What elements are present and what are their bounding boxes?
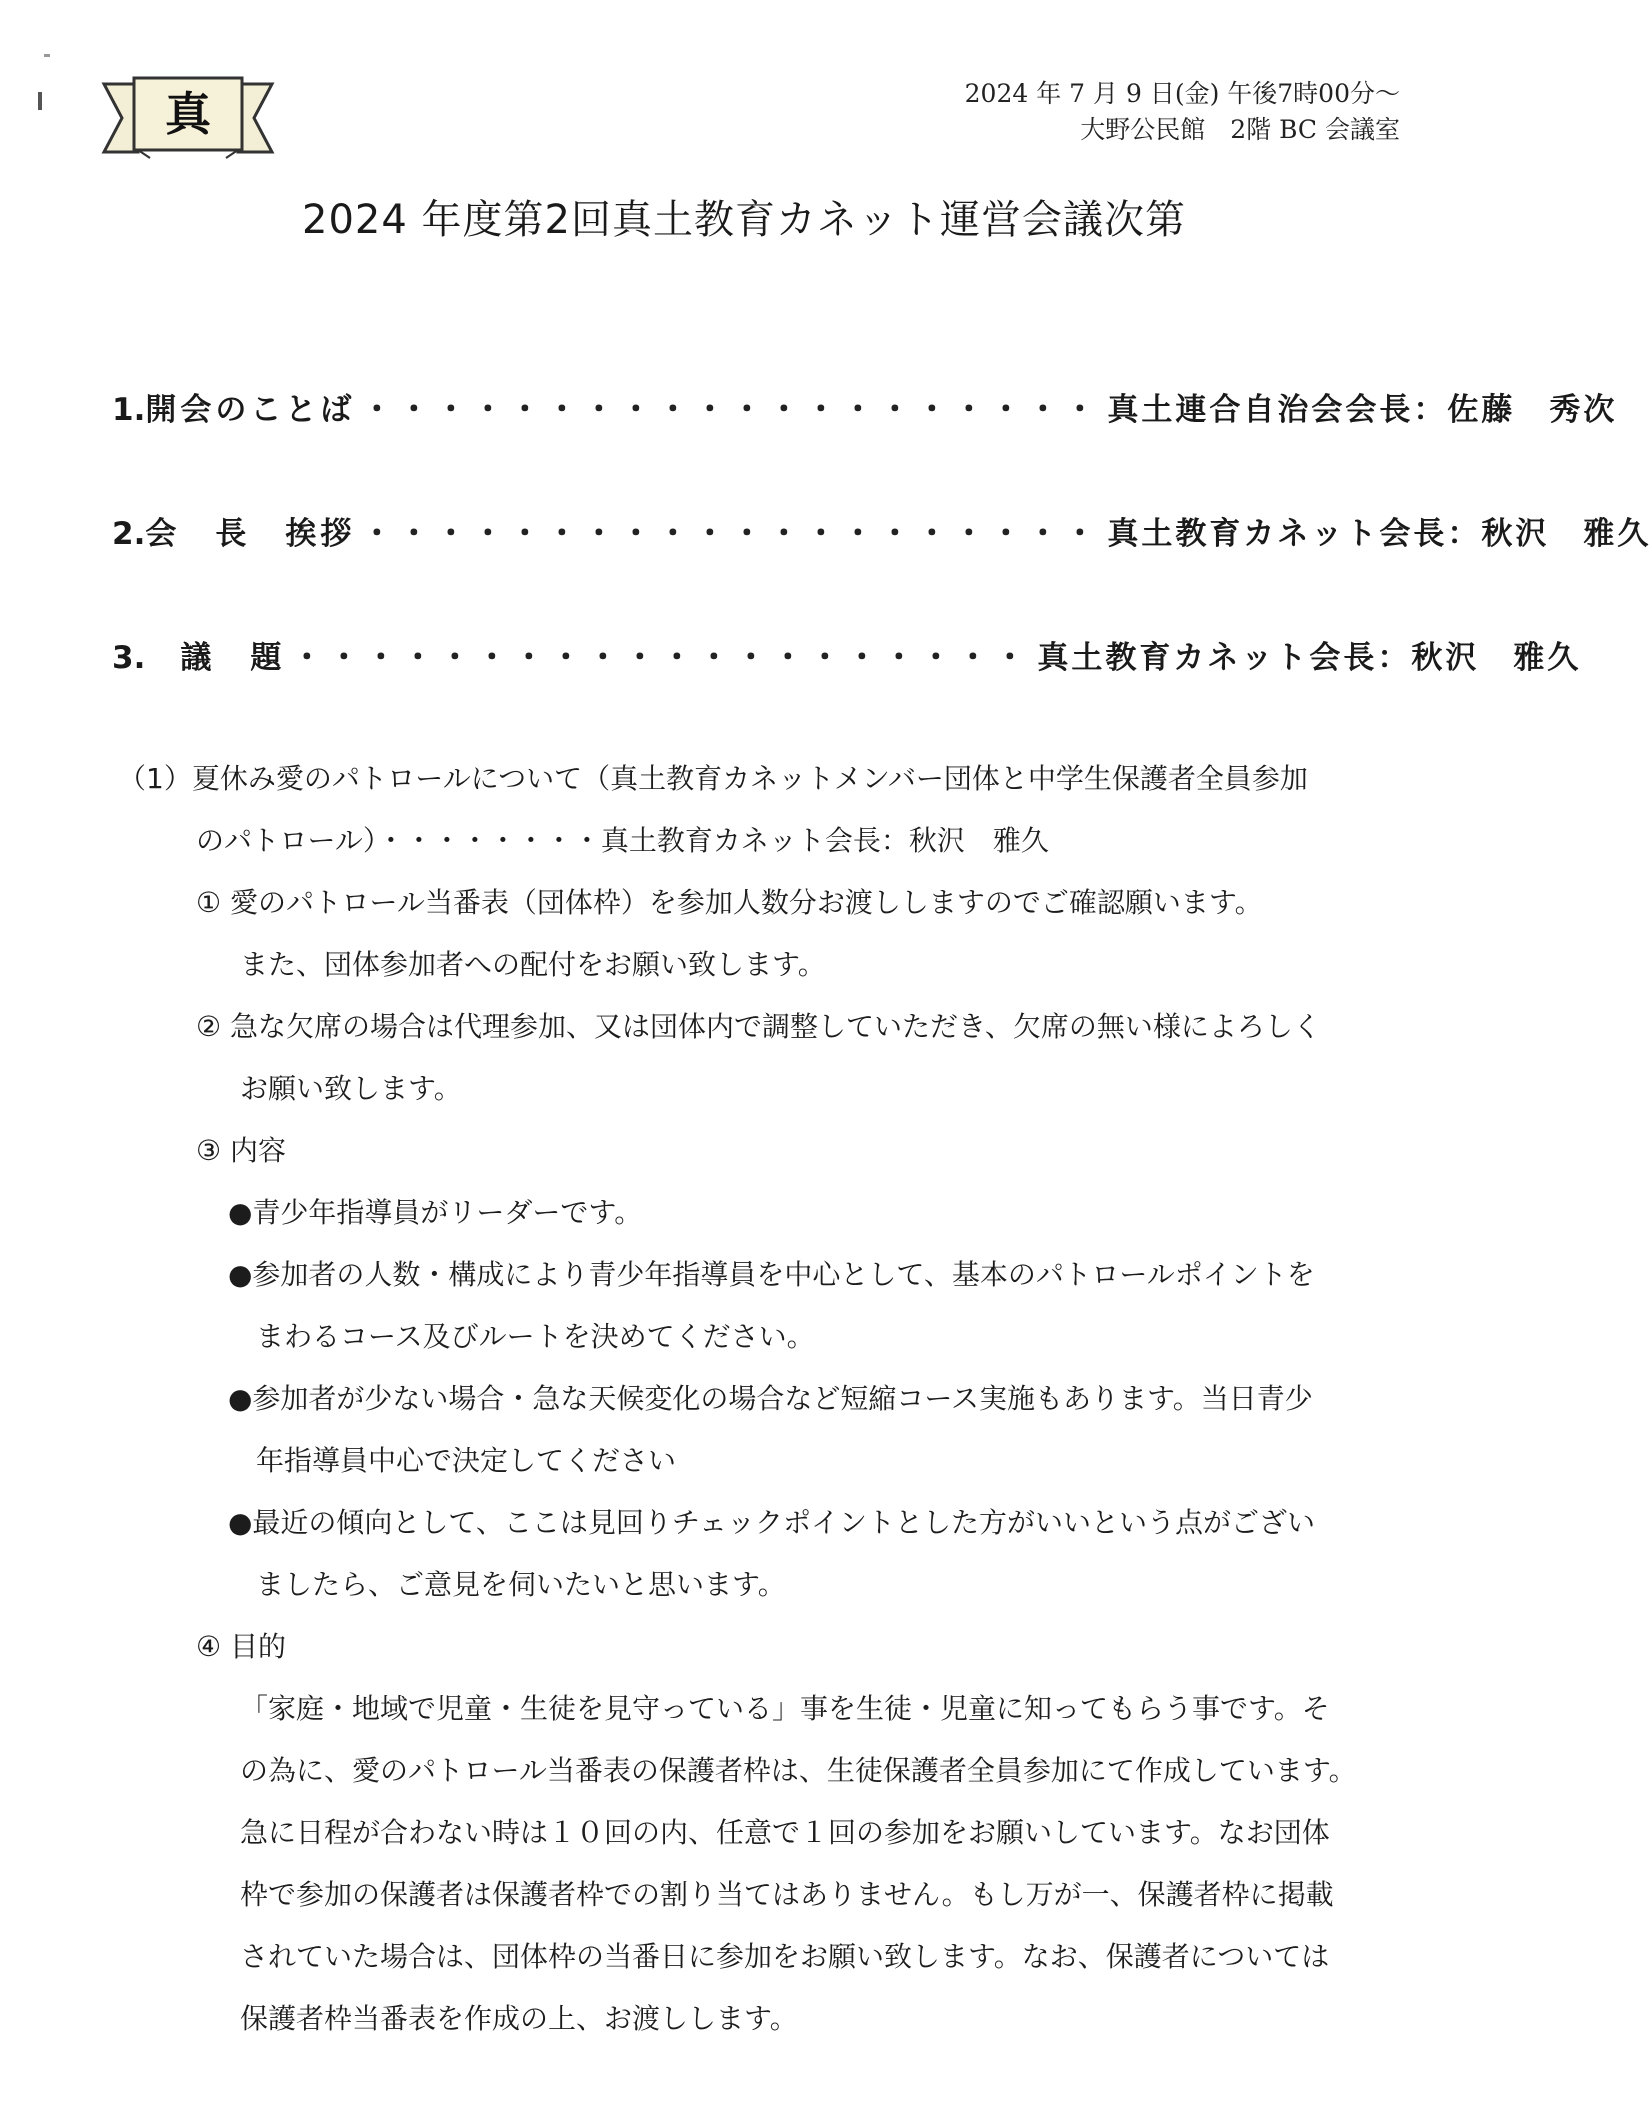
bullet-4-line2: ましたら、ご意見を伺いたいと思います。 bbox=[256, 1568, 786, 1601]
item-3-heading: ③ 内容 bbox=[196, 1134, 287, 1167]
meeting-date: 2024 年 7 月 9 日(金) 午後7時00分～ bbox=[964, 79, 1400, 108]
page-title: 2024 年度第2回真土教育カネット運営会議次第 bbox=[302, 197, 1186, 243]
agenda-presenter: 真土教育カネット会長：秋沢 雅久 bbox=[1107, 516, 1651, 552]
purpose-line-3: 急に日程が合わない時は１０回の内、任意で１回の参加をお願いしています。なお団体 bbox=[240, 1816, 1330, 1849]
item-4-heading: ④ 目的 bbox=[196, 1630, 287, 1663]
purpose-line-1: 「家庭・地域で児童・生徒を見守っている」事を生徒・児童に知ってもらう事です。そ bbox=[240, 1692, 1330, 1725]
item-2-line2: お願い致します。 bbox=[240, 1072, 462, 1105]
item-1-line2: また、団体参加者への配付をお願い致します。 bbox=[240, 948, 826, 981]
bullet-3-line2: 年指導員中心で決定してください bbox=[256, 1444, 677, 1477]
bullet-2-line2: まわるコース及びルートを決めてください。 bbox=[256, 1320, 815, 1353]
leader-dots: ・・・・・・・・・・・・・・・・・・・・ bbox=[361, 516, 1102, 552]
agenda-item-2 bbox=[112, 508, 1651, 553]
item-1-line1: ① 愛のパトロール当番表（団体枠）を参加人数分お渡ししますのでご確認願います。 bbox=[196, 886, 1263, 919]
meeting-place: 大野公民館 2階 BC 会議室 bbox=[1080, 115, 1400, 144]
leader-dots: ・・・・・・・・・・・・・・・・・・・・ bbox=[291, 640, 1032, 676]
bullet-1: ●青少年指導員がリーダーです。 bbox=[228, 1196, 643, 1229]
scan-mark bbox=[38, 92, 42, 110]
agenda-number: 2. bbox=[112, 516, 146, 552]
agenda-number: 3. bbox=[112, 640, 146, 676]
agenda-label: 議 題 bbox=[145, 640, 286, 676]
leader-dots: ・・・・・・・・・・・・・・・・・・・・ bbox=[361, 392, 1102, 428]
purpose-line-5: されていた場合は、団体枠の当番日に参加をお願い致します。なお、保護者については bbox=[240, 1940, 1330, 1973]
purpose-line-4: 枠で参加の保護者は保護者枠での割り当てはありません。もし万が一、保護者枠に掲載 bbox=[240, 1878, 1334, 1911]
section-heading-line2: のパトロール）・・・・・・・・真土教育カネット会長：秋沢 雅久 bbox=[196, 824, 1049, 857]
bullet-2-line1: ●参加者の人数・構成により青少年指導員を中心として、基本のパトロールポイントを bbox=[228, 1258, 1315, 1291]
agenda-presenter: 真土教育カネット会長：秋沢 雅久 bbox=[1037, 640, 1582, 676]
bullet-3-line1: ●参加者が少ない場合・急な天候変化の場合など短縮コース実施もあります。当日青少 bbox=[228, 1382, 1313, 1415]
meeting-info bbox=[965, 76, 1400, 148]
purpose-line-2: の為に、愛のパトロール当番表の保護者枠は、生徒保護者全員参加にて作成しています。 bbox=[240, 1754, 1357, 1787]
purpose-line-6: 保護者枠当番表を作成の上、お渡しします。 bbox=[240, 2002, 798, 2035]
logo-character: 真 bbox=[165, 87, 211, 141]
agenda-item-1 bbox=[112, 384, 1618, 429]
agenda-label: 開会のことば bbox=[145, 392, 356, 428]
logo bbox=[104, 78, 272, 158]
bullet-4-line1: ●最近の傾向として、ここは見回りチェックポイントとした方がいいという点がござい bbox=[228, 1506, 1316, 1539]
item-2-line1: ② 急な欠席の場合は代理参加、又は団体内で調整していただき、欠席の無い様によろしく bbox=[196, 1010, 1321, 1043]
agenda-item-3 bbox=[112, 632, 1582, 677]
agenda-presenter: 真土連合自治会会長：佐藤 秀次 bbox=[1107, 392, 1618, 428]
scan-mark bbox=[44, 54, 50, 57]
section-heading-line1: （1）夏休み愛のパトロールについて（真土教育カネットメンバー団体と中学生保護者全員参加 bbox=[118, 762, 1308, 795]
agenda-number: 1. bbox=[112, 392, 146, 428]
agenda-label: 会 長 挨拶 bbox=[145, 516, 356, 552]
